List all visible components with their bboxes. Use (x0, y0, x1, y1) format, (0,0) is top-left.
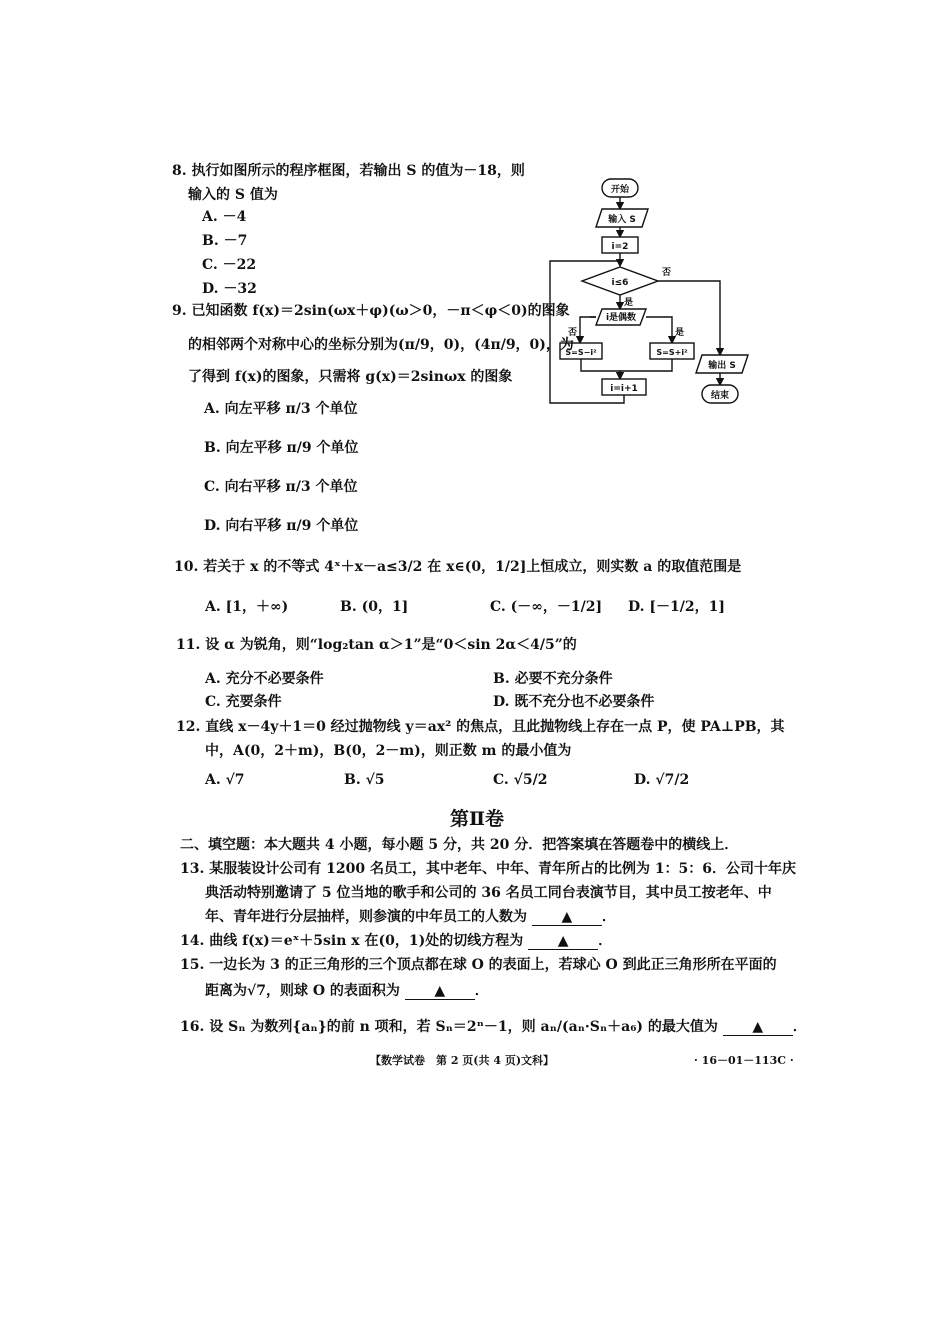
q15-answer-blank[interactable]: ▲ (405, 983, 475, 1000)
q13-line1: 13. 某服装设计公司有 1200 名员工，其中老年、中年、青年所占的比例为 1：5：6．公司十年庆 (180, 861, 797, 877)
q16-answer-blank[interactable]: ▲ (723, 1019, 793, 1036)
q10-option-b[interactable]: B. (0，1] (340, 599, 409, 615)
q9-line3: 了得到 f(x)的图象，只需将 g(x)＝2sinωx 的图象 (188, 369, 513, 385)
q11-option-a[interactable]: A. 充分不必要条件 (205, 671, 324, 687)
section-heading: 二、填空题：本大题共 4 小题，每小题 5 分，共 20 分．把答案填在答题卷中的横线上． (180, 837, 739, 853)
q10-stem: 10. 若关于 x 的不等式 4ˣ＋x－a≤3/2 在 x∈(0，1/2]上恒成立，则实数 a 的取值范围是 (174, 559, 742, 575)
q9-option-c[interactable]: C. 向右平移 π/3 个单位 (204, 479, 358, 495)
q13-line3-text: 年、青年进行分层抽样，则参演的中年员工的人数为 (205, 909, 527, 925)
q9-option-b[interactable]: B. 向左平移 π/9 个单位 (204, 440, 359, 456)
flow-condition-label: i≤6 (611, 278, 629, 288)
flow-right-assign-label: S=S+i² (656, 348, 688, 357)
q15-text: 距离为√7，则球 O 的表面积为 (205, 983, 400, 999)
q11-stem: 11. 设 α 为锐角，则“log₂tan α＞1”是“0＜sin 2α＜4/5”的 (176, 637, 577, 653)
q10-option-d[interactable]: D. [－1/2，1] (628, 599, 725, 615)
q9-option-d[interactable]: D. 向右平移 π/9 个单位 (204, 518, 359, 534)
q11-option-c[interactable]: C. 充要条件 (205, 694, 282, 710)
q12-option-d[interactable]: D. √7/2 (634, 772, 690, 788)
q13-answer-blank[interactable]: ▲ (532, 909, 602, 926)
q8-option-a[interactable]: A. －4 (202, 209, 247, 225)
q11-option-b[interactable]: B. 必要不充分条件 (493, 671, 613, 687)
q12-option-b[interactable]: B. √5 (344, 772, 385, 788)
q9-line2: 的相邻两个对称中心的坐标分别为(π/9，0)，(4π/9，0)，为 (188, 337, 574, 353)
flow-increment-label: i=i+1 (610, 384, 638, 394)
flow-input-label: 输入 S (608, 215, 636, 225)
q8-option-b[interactable]: B. －7 (202, 233, 248, 249)
flow-start-label: 开始 (610, 185, 630, 195)
q15-line2: 距离为√7，则球 O 的表面积为 ▲ ． (205, 983, 489, 999)
flowchart (540, 175, 760, 415)
q12-option-c[interactable]: C. √5/2 (493, 772, 548, 788)
flow-cond-yes-label: 是 (624, 298, 634, 308)
flow-left-assign-label: S=S−i² (565, 348, 597, 357)
q10-option-c[interactable]: C. (－∞，－1/2] (490, 599, 603, 615)
flow-output-label: 输出 S (708, 361, 736, 371)
q8-line1: 8. 执行如图所示的程序框图，若输出 S 的值为－18，则 (172, 163, 525, 179)
flow-init-label: i=2 (611, 242, 629, 252)
flow-cond-no-label: 否 (662, 268, 672, 278)
q14-text: 14. 曲线 f(x)＝eˣ＋5sin x 在(0，1)处的切线方程为 (180, 933, 524, 949)
q11-option-d[interactable]: D. 既不充分也不必要条件 (493, 694, 655, 710)
q14-answer-blank[interactable]: ▲ (528, 933, 598, 950)
q8-option-c[interactable]: C. －22 (202, 257, 257, 273)
flow-even-label: i是偶数 (605, 313, 637, 323)
q12-line2: 中，A(0，2＋m)，B(0，2－m)，则正数 m 的最小值为 (205, 743, 572, 759)
q14-line: 14. 曲线 f(x)＝eˣ＋5sin x 在(0，1)处的切线方程为 ▲ ． (180, 933, 613, 949)
flow-even-no-label: 否 (568, 328, 578, 338)
q16-line: 16. 设 Sₙ 为数列{aₙ}的前 n 项和，若 Sₙ＝2ⁿ－1，则 aₙ/(aₙ·Sₙ＋a₆) 的最大值为 ▲ ． (180, 1019, 807, 1035)
q9-line1: 9. 已知函数 f(x)＝2sin(ωx＋φ)(ω＞0，－π＜φ＜0)的图象 (172, 303, 570, 319)
footer-code: · 16－01－113C · (694, 1054, 794, 1067)
q8-option-d[interactable]: D. －32 (202, 281, 257, 297)
q16-text: 16. 设 Sₙ 为数列{aₙ}的前 n 项和，若 Sₙ＝2ⁿ－1，则 aₙ/(aₙ·Sₙ＋a₆) 的最大值为 (180, 1019, 718, 1035)
q13-line3: 年、青年进行分层抽样，则参演的中年员工的人数为 ▲ ． (205, 909, 616, 925)
footer-page-label: 【数学试卷 第 2 页(共 4 页)文科】 (370, 1054, 555, 1067)
q15-line1: 15. 一边长为 3 的正三角形的三个顶点都在球 O 的表面上，若球心 O 到此正三角形所在平面的 (180, 957, 777, 973)
q13-line2: 典活动特别邀请了 5 位当地的歌手和公司的 36 名员工同台表演节目，其中员工按老年、中 (205, 885, 772, 901)
q8-line2: 输入的 S 值为 (188, 187, 278, 203)
q9-option-a[interactable]: A. 向左平移 π/3 个单位 (204, 401, 358, 417)
q12-option-a[interactable]: A. √7 (205, 772, 245, 788)
q10-option-a[interactable]: A. [1，＋∞) (205, 599, 289, 615)
flow-even-yes-label: 是 (675, 328, 685, 338)
q12-line1: 12. 直线 x－4y＋1＝0 经过抛物线 y＝ax² 的焦点，且此抛物线上存在一点 P，使 PA⊥PB，其 (176, 719, 785, 735)
section-title: 第Ⅱ卷 (450, 808, 505, 830)
flow-end-label: 结束 (710, 391, 730, 401)
